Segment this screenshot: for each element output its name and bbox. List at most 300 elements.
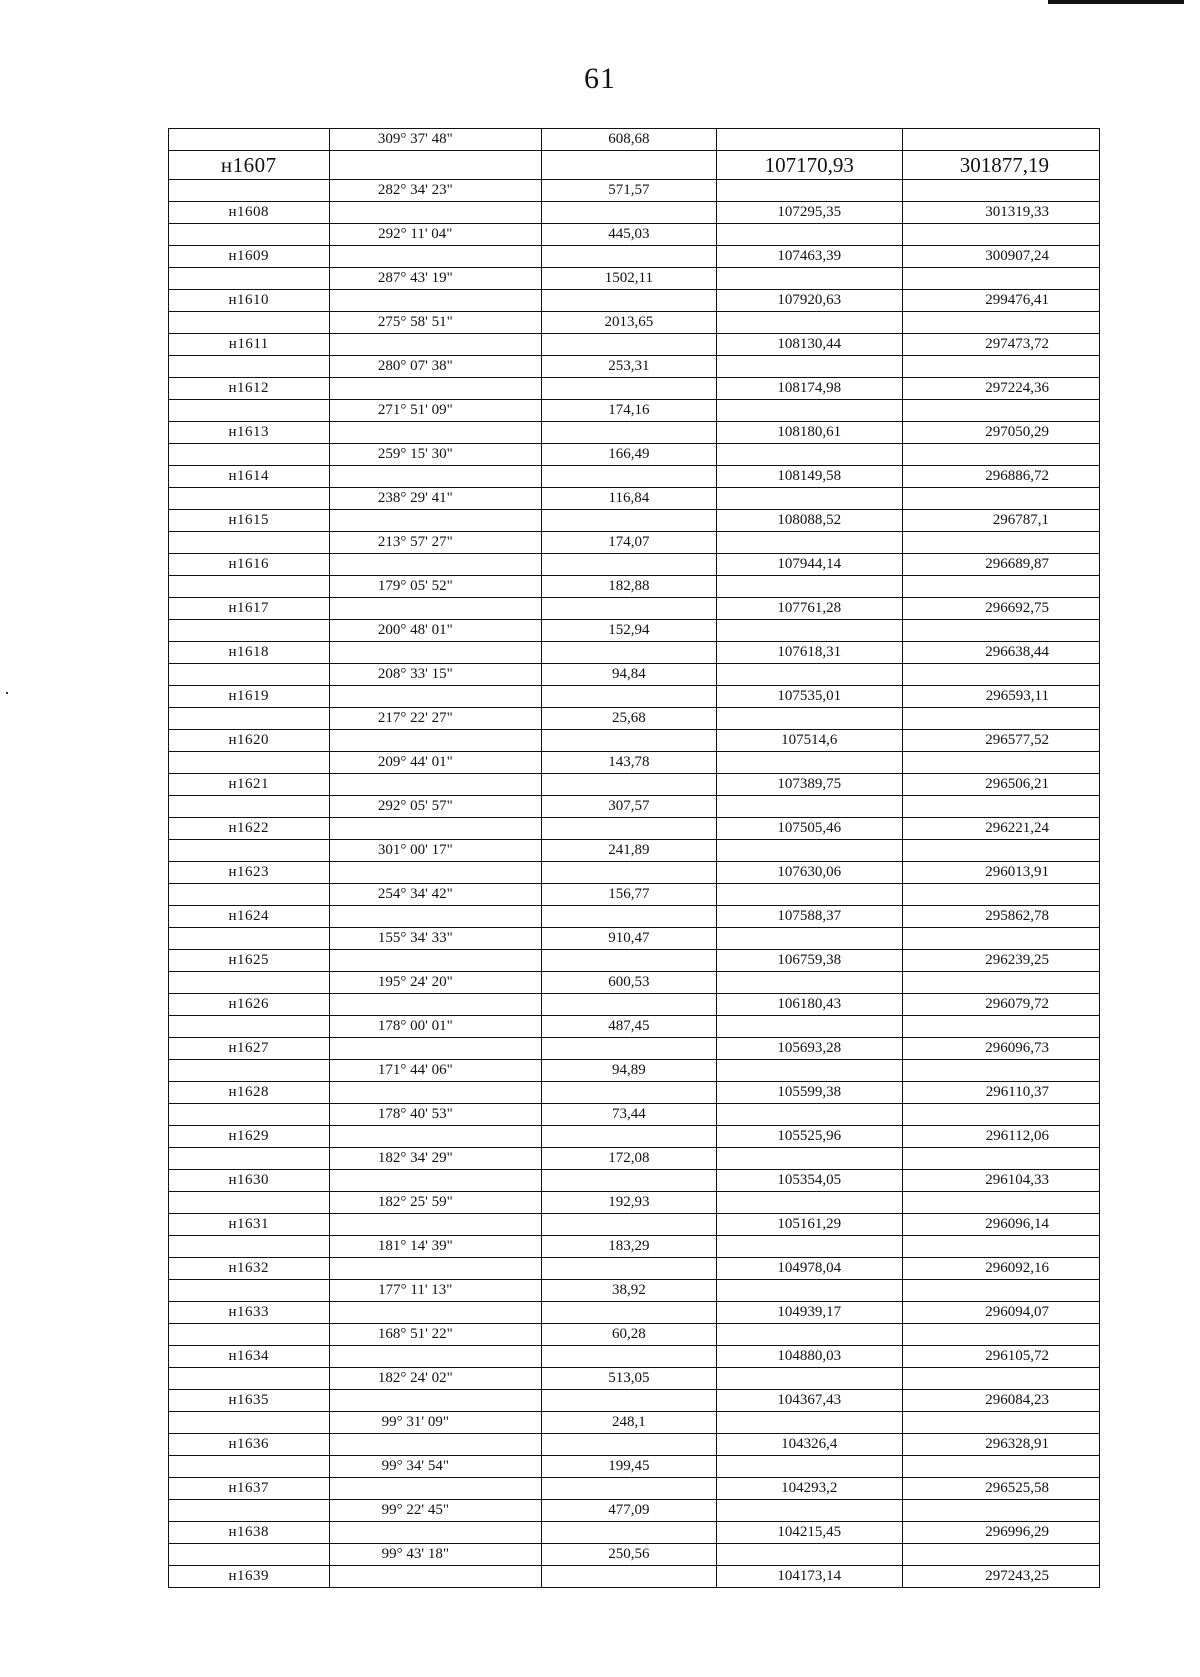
length-cell	[542, 1478, 717, 1500]
x-coordinate-cell: 108174,98	[716, 378, 902, 400]
length-cell: 94,89	[542, 1060, 717, 1082]
point-id-cell: н1618	[169, 642, 330, 664]
x-coordinate-cell	[716, 620, 902, 642]
point-row	[169, 686, 1100, 708]
x-coordinate-cell: 104326,4	[716, 1434, 902, 1456]
segment-row	[169, 312, 1100, 334]
y-coordinate-cell: 297050,29	[902, 422, 1099, 444]
x-coordinate-cell: 107463,39	[716, 246, 902, 268]
length-cell: 174,16	[542, 400, 717, 422]
point-id-cell: н1630	[169, 1170, 330, 1192]
direction-cell	[329, 334, 541, 356]
y-coordinate-cell	[902, 884, 1099, 906]
point-id-cell	[169, 1500, 330, 1522]
y-coordinate-cell: 297243,25	[902, 1566, 1099, 1588]
x-coordinate-cell	[716, 576, 902, 598]
point-id-cell: н1634	[169, 1346, 330, 1368]
length-cell	[542, 1390, 717, 1412]
x-coordinate-cell: 107618,31	[716, 642, 902, 664]
point-row	[169, 950, 1100, 972]
point-row	[169, 1566, 1100, 1588]
x-coordinate-cell	[716, 180, 902, 202]
length-cell: 445,03	[542, 224, 717, 246]
segment-row	[169, 972, 1100, 994]
y-coordinate-cell: 296094,07	[902, 1302, 1099, 1324]
point-id-cell: н1638	[169, 1522, 330, 1544]
segment-row	[169, 1280, 1100, 1302]
y-coordinate-cell: 296328,91	[902, 1434, 1099, 1456]
segment-row	[169, 1236, 1100, 1258]
direction-cell	[329, 1126, 541, 1148]
segment-row	[169, 356, 1100, 378]
direction-cell: 179° 05' 52"	[329, 576, 541, 598]
segment-row	[169, 1456, 1100, 1478]
length-cell	[542, 1170, 717, 1192]
y-coordinate-cell	[902, 1060, 1099, 1082]
x-coordinate-cell: 104880,03	[716, 1346, 902, 1368]
segment-row	[169, 1324, 1100, 1346]
direction-cell	[329, 598, 541, 620]
direction-cell	[329, 1346, 541, 1368]
point-id-cell: н1632	[169, 1258, 330, 1280]
direction-cell: 182° 34' 29"	[329, 1148, 541, 1170]
y-coordinate-cell: 296689,87	[902, 554, 1099, 576]
x-coordinate-cell: 105354,05	[716, 1170, 902, 1192]
length-cell: 116,84	[542, 488, 717, 510]
coordinates-table	[168, 128, 1100, 1588]
direction-cell: 271° 51' 09"	[329, 400, 541, 422]
x-coordinate-cell	[716, 884, 902, 906]
direction-cell: 208° 33' 15"	[329, 664, 541, 686]
y-coordinate-cell	[902, 1192, 1099, 1214]
x-coordinate-cell	[716, 1544, 902, 1566]
y-coordinate-cell: 297224,36	[902, 378, 1099, 400]
point-id-cell: н1613	[169, 422, 330, 444]
point-id-cell: н1617	[169, 598, 330, 620]
segment-row	[169, 129, 1100, 151]
point-id-cell: н1611	[169, 334, 330, 356]
length-cell	[542, 151, 717, 180]
x-coordinate-cell	[716, 312, 902, 334]
length-cell	[542, 1214, 717, 1236]
point-id-cell: н1615	[169, 510, 330, 532]
segment-row	[169, 928, 1100, 950]
length-cell	[542, 818, 717, 840]
length-cell	[542, 554, 717, 576]
length-cell	[542, 378, 717, 400]
length-cell	[542, 774, 717, 796]
point-row	[169, 334, 1100, 356]
length-cell: 487,45	[542, 1016, 717, 1038]
length-cell: 600,53	[542, 972, 717, 994]
length-cell: 910,47	[542, 928, 717, 950]
y-coordinate-cell	[902, 664, 1099, 686]
point-id-cell	[169, 312, 330, 334]
direction-cell	[329, 818, 541, 840]
point-row	[169, 1302, 1100, 1324]
point-row	[169, 818, 1100, 840]
point-id-cell	[169, 796, 330, 818]
length-cell: 172,08	[542, 1148, 717, 1170]
point-id-cell	[169, 972, 330, 994]
segment-row	[169, 488, 1100, 510]
point-id-cell	[169, 356, 330, 378]
direction-cell	[329, 774, 541, 796]
x-coordinate-cell	[716, 1060, 902, 1082]
x-coordinate-cell: 107505,46	[716, 818, 902, 840]
segment-row	[169, 268, 1100, 290]
direction-cell: 178° 40' 53"	[329, 1104, 541, 1126]
length-cell: 192,93	[542, 1192, 717, 1214]
segment-row	[169, 1192, 1100, 1214]
length-cell	[542, 598, 717, 620]
y-coordinate-cell: 301877,19	[902, 151, 1099, 180]
length-cell: 2013,65	[542, 312, 717, 334]
x-coordinate-cell	[716, 1324, 902, 1346]
x-coordinate-cell	[716, 532, 902, 554]
y-coordinate-cell: 296996,29	[902, 1522, 1099, 1544]
y-coordinate-cell	[902, 620, 1099, 642]
length-cell: 94,84	[542, 664, 717, 686]
direction-cell	[329, 422, 541, 444]
direction-cell: 99° 31' 09"	[329, 1412, 541, 1434]
y-coordinate-cell	[902, 444, 1099, 466]
direction-cell	[329, 906, 541, 928]
segment-row	[169, 1500, 1100, 1522]
segment-row	[169, 224, 1100, 246]
top-rule	[1048, 0, 1184, 4]
y-coordinate-cell: 296692,75	[902, 598, 1099, 620]
y-coordinate-cell: 296506,21	[902, 774, 1099, 796]
point-id-cell	[169, 532, 330, 554]
point-id-cell: н1620	[169, 730, 330, 752]
point-id-cell	[169, 1104, 330, 1126]
point-id-cell: н1624	[169, 906, 330, 928]
length-cell	[542, 1038, 717, 1060]
x-coordinate-cell	[716, 129, 902, 151]
length-cell	[542, 730, 717, 752]
direction-cell: 195° 24' 20"	[329, 972, 541, 994]
x-coordinate-cell: 104173,14	[716, 1566, 902, 1588]
point-id-cell	[169, 1148, 330, 1170]
point-id-cell: н1623	[169, 862, 330, 884]
point-id-cell	[169, 576, 330, 598]
length-cell	[542, 1126, 717, 1148]
direction-cell: 182° 24' 02"	[329, 1368, 541, 1390]
direction-cell: 99° 43' 18"	[329, 1544, 541, 1566]
point-id-cell: н1622	[169, 818, 330, 840]
direction-cell: 182° 25' 59"	[329, 1192, 541, 1214]
x-coordinate-cell: 107389,75	[716, 774, 902, 796]
length-cell: 477,09	[542, 1500, 717, 1522]
length-cell: 250,56	[542, 1544, 717, 1566]
point-id-cell: н1639	[169, 1566, 330, 1588]
x-coordinate-cell: 108088,52	[716, 510, 902, 532]
direction-cell: 168° 51' 22"	[329, 1324, 541, 1346]
x-coordinate-cell: 106759,38	[716, 950, 902, 972]
y-coordinate-cell	[902, 268, 1099, 290]
length-cell: 25,68	[542, 708, 717, 730]
y-coordinate-cell: 296104,33	[902, 1170, 1099, 1192]
y-coordinate-cell	[902, 532, 1099, 554]
y-coordinate-cell: 296092,16	[902, 1258, 1099, 1280]
point-id-cell: н1633	[169, 1302, 330, 1324]
y-coordinate-cell: 296084,23	[902, 1390, 1099, 1412]
x-coordinate-cell: 108149,58	[716, 466, 902, 488]
segment-row	[169, 840, 1100, 862]
length-cell	[542, 334, 717, 356]
x-coordinate-cell	[716, 1368, 902, 1390]
point-row	[169, 906, 1100, 928]
point-id-cell: н1626	[169, 994, 330, 1016]
x-coordinate-cell: 108180,61	[716, 422, 902, 444]
length-cell	[542, 994, 717, 1016]
y-coordinate-cell: 296079,72	[902, 994, 1099, 1016]
x-coordinate-cell	[716, 752, 902, 774]
y-coordinate-cell: 296112,06	[902, 1126, 1099, 1148]
length-cell	[542, 1566, 717, 1588]
y-coordinate-cell	[902, 1324, 1099, 1346]
direction-cell	[329, 378, 541, 400]
point-row	[169, 774, 1100, 796]
length-cell	[542, 1258, 717, 1280]
y-coordinate-cell: 296013,91	[902, 862, 1099, 884]
y-coordinate-cell	[902, 576, 1099, 598]
point-id-cell	[169, 620, 330, 642]
point-id-cell: н1636	[169, 1434, 330, 1456]
point-row	[169, 554, 1100, 576]
direction-cell: 259° 15' 30"	[329, 444, 541, 466]
point-row	[169, 151, 1100, 180]
y-coordinate-cell	[902, 1016, 1099, 1038]
y-coordinate-cell: 296638,44	[902, 642, 1099, 664]
direction-cell: 200° 48' 01"	[329, 620, 541, 642]
x-coordinate-cell: 107761,28	[716, 598, 902, 620]
x-coordinate-cell: 107920,63	[716, 290, 902, 312]
point-row	[169, 378, 1100, 400]
x-coordinate-cell: 107295,35	[716, 202, 902, 224]
x-coordinate-cell	[716, 1192, 902, 1214]
y-coordinate-cell: 296886,72	[902, 466, 1099, 488]
y-coordinate-cell: 297473,72	[902, 334, 1099, 356]
x-coordinate-cell	[716, 444, 902, 466]
point-row	[169, 1170, 1100, 1192]
segment-row	[169, 664, 1100, 686]
x-coordinate-cell	[716, 928, 902, 950]
x-coordinate-cell	[716, 972, 902, 994]
length-cell	[542, 862, 717, 884]
point-row	[169, 1478, 1100, 1500]
point-id-cell	[169, 129, 330, 151]
point-row	[169, 862, 1100, 884]
direction-cell	[329, 1170, 541, 1192]
direction-cell: 280° 07' 38"	[329, 356, 541, 378]
point-id-cell	[169, 1060, 330, 1082]
segment-row	[169, 576, 1100, 598]
x-coordinate-cell	[716, 400, 902, 422]
direction-cell	[329, 202, 541, 224]
point-id-cell	[169, 1412, 330, 1434]
direction-cell: 213° 57' 27"	[329, 532, 541, 554]
point-id-cell	[169, 1280, 330, 1302]
coordinates-table-body	[169, 129, 1100, 1588]
direction-cell: 292° 11' 04"	[329, 224, 541, 246]
segment-row	[169, 1544, 1100, 1566]
point-id-cell: н1629	[169, 1126, 330, 1148]
point-id-cell	[169, 928, 330, 950]
point-row	[169, 290, 1100, 312]
y-coordinate-cell	[902, 1236, 1099, 1258]
point-id-cell: н1607	[169, 151, 330, 180]
direction-cell: 99° 34' 54"	[329, 1456, 541, 1478]
y-coordinate-cell: 299476,41	[902, 290, 1099, 312]
segment-row	[169, 708, 1100, 730]
direction-cell: 254° 34' 42"	[329, 884, 541, 906]
y-coordinate-cell: 301319,33	[902, 202, 1099, 224]
length-cell	[542, 686, 717, 708]
x-coordinate-cell: 104215,45	[716, 1522, 902, 1544]
point-id-cell: н1609	[169, 246, 330, 268]
x-coordinate-cell	[716, 796, 902, 818]
point-row	[169, 1214, 1100, 1236]
length-cell: 156,77	[542, 884, 717, 906]
point-id-cell: н1612	[169, 378, 330, 400]
direction-cell: 309° 37' 48"	[329, 129, 541, 151]
direction-cell	[329, 1390, 541, 1412]
segment-row	[169, 1412, 1100, 1434]
x-coordinate-cell: 106180,43	[716, 994, 902, 1016]
point-id-cell	[169, 1368, 330, 1390]
y-coordinate-cell	[902, 1148, 1099, 1170]
y-coordinate-cell	[902, 796, 1099, 818]
direction-cell	[329, 1434, 541, 1456]
segment-row	[169, 1368, 1100, 1390]
segment-row	[169, 752, 1100, 774]
x-coordinate-cell	[716, 1412, 902, 1434]
x-coordinate-cell: 105599,38	[716, 1082, 902, 1104]
point-id-cell: н1637	[169, 1478, 330, 1500]
y-coordinate-cell: 296105,72	[902, 1346, 1099, 1368]
direction-cell	[329, 1478, 541, 1500]
y-coordinate-cell: 296525,58	[902, 1478, 1099, 1500]
y-coordinate-cell	[902, 1500, 1099, 1522]
point-id-cell: н1631	[169, 1214, 330, 1236]
direction-cell	[329, 1038, 541, 1060]
direction-cell: 301° 00' 17"	[329, 840, 541, 862]
point-row	[169, 642, 1100, 664]
length-cell	[542, 642, 717, 664]
y-coordinate-cell	[902, 400, 1099, 422]
length-cell: 183,29	[542, 1236, 717, 1258]
x-coordinate-cell: 104293,2	[716, 1478, 902, 1500]
y-coordinate-cell: 296239,25	[902, 950, 1099, 972]
length-cell: 307,57	[542, 796, 717, 818]
x-coordinate-cell: 107535,01	[716, 686, 902, 708]
segment-row	[169, 532, 1100, 554]
y-coordinate-cell	[902, 752, 1099, 774]
point-row	[169, 1082, 1100, 1104]
point-id-cell	[169, 708, 330, 730]
point-row	[169, 598, 1100, 620]
direction-cell	[329, 862, 541, 884]
point-row	[169, 246, 1100, 268]
point-id-cell: н1628	[169, 1082, 330, 1104]
point-id-cell	[169, 268, 330, 290]
direction-cell: 181° 14' 39"	[329, 1236, 541, 1258]
direction-cell	[329, 686, 541, 708]
x-coordinate-cell	[716, 1456, 902, 1478]
y-coordinate-cell	[902, 1280, 1099, 1302]
direction-cell: 209° 44' 01"	[329, 752, 541, 774]
x-coordinate-cell: 107630,06	[716, 862, 902, 884]
point-id-cell: н1614	[169, 466, 330, 488]
x-coordinate-cell	[716, 488, 902, 510]
y-coordinate-cell: 296577,52	[902, 730, 1099, 752]
length-cell: 60,28	[542, 1324, 717, 1346]
x-coordinate-cell	[716, 1104, 902, 1126]
point-id-cell	[169, 1192, 330, 1214]
length-cell	[542, 290, 717, 312]
length-cell	[542, 246, 717, 268]
direction-cell: 287° 43' 19"	[329, 268, 541, 290]
length-cell: 199,45	[542, 1456, 717, 1478]
x-coordinate-cell	[716, 1236, 902, 1258]
point-row	[169, 1346, 1100, 1368]
point-row	[169, 730, 1100, 752]
length-cell	[542, 1302, 717, 1324]
y-coordinate-cell	[902, 312, 1099, 334]
point-id-cell: н1621	[169, 774, 330, 796]
direction-cell	[329, 1258, 541, 1280]
x-coordinate-cell	[716, 1280, 902, 1302]
point-id-cell: н1608	[169, 202, 330, 224]
direction-cell: 178° 00' 01"	[329, 1016, 541, 1038]
length-cell	[542, 422, 717, 444]
y-coordinate-cell	[902, 1104, 1099, 1126]
segment-row	[169, 400, 1100, 422]
point-row	[169, 1126, 1100, 1148]
length-cell: 608,68	[542, 129, 717, 151]
y-coordinate-cell	[902, 1544, 1099, 1566]
length-cell: 1502,11	[542, 268, 717, 290]
segment-row	[169, 1016, 1100, 1038]
x-coordinate-cell: 105161,29	[716, 1214, 902, 1236]
y-coordinate-cell: 296593,11	[902, 686, 1099, 708]
direction-cell: 275° 58' 51"	[329, 312, 541, 334]
y-coordinate-cell	[902, 356, 1099, 378]
point-row	[169, 510, 1100, 532]
y-coordinate-cell	[902, 928, 1099, 950]
point-row	[169, 466, 1100, 488]
length-cell	[542, 1434, 717, 1456]
y-coordinate-cell: 296096,14	[902, 1214, 1099, 1236]
length-cell: 571,57	[542, 180, 717, 202]
segment-row	[169, 1060, 1100, 1082]
x-coordinate-cell: 107170,93	[716, 151, 902, 180]
direction-cell	[329, 1082, 541, 1104]
y-coordinate-cell	[902, 180, 1099, 202]
point-row	[169, 422, 1100, 444]
y-coordinate-cell	[902, 224, 1099, 246]
length-cell: 73,44	[542, 1104, 717, 1126]
direction-cell	[329, 554, 541, 576]
direction-cell: 292° 05' 57"	[329, 796, 541, 818]
direction-cell	[329, 1566, 541, 1588]
y-coordinate-cell: 296096,73	[902, 1038, 1099, 1060]
point-id-cell	[169, 1016, 330, 1038]
segment-row	[169, 180, 1100, 202]
direction-cell	[329, 994, 541, 1016]
